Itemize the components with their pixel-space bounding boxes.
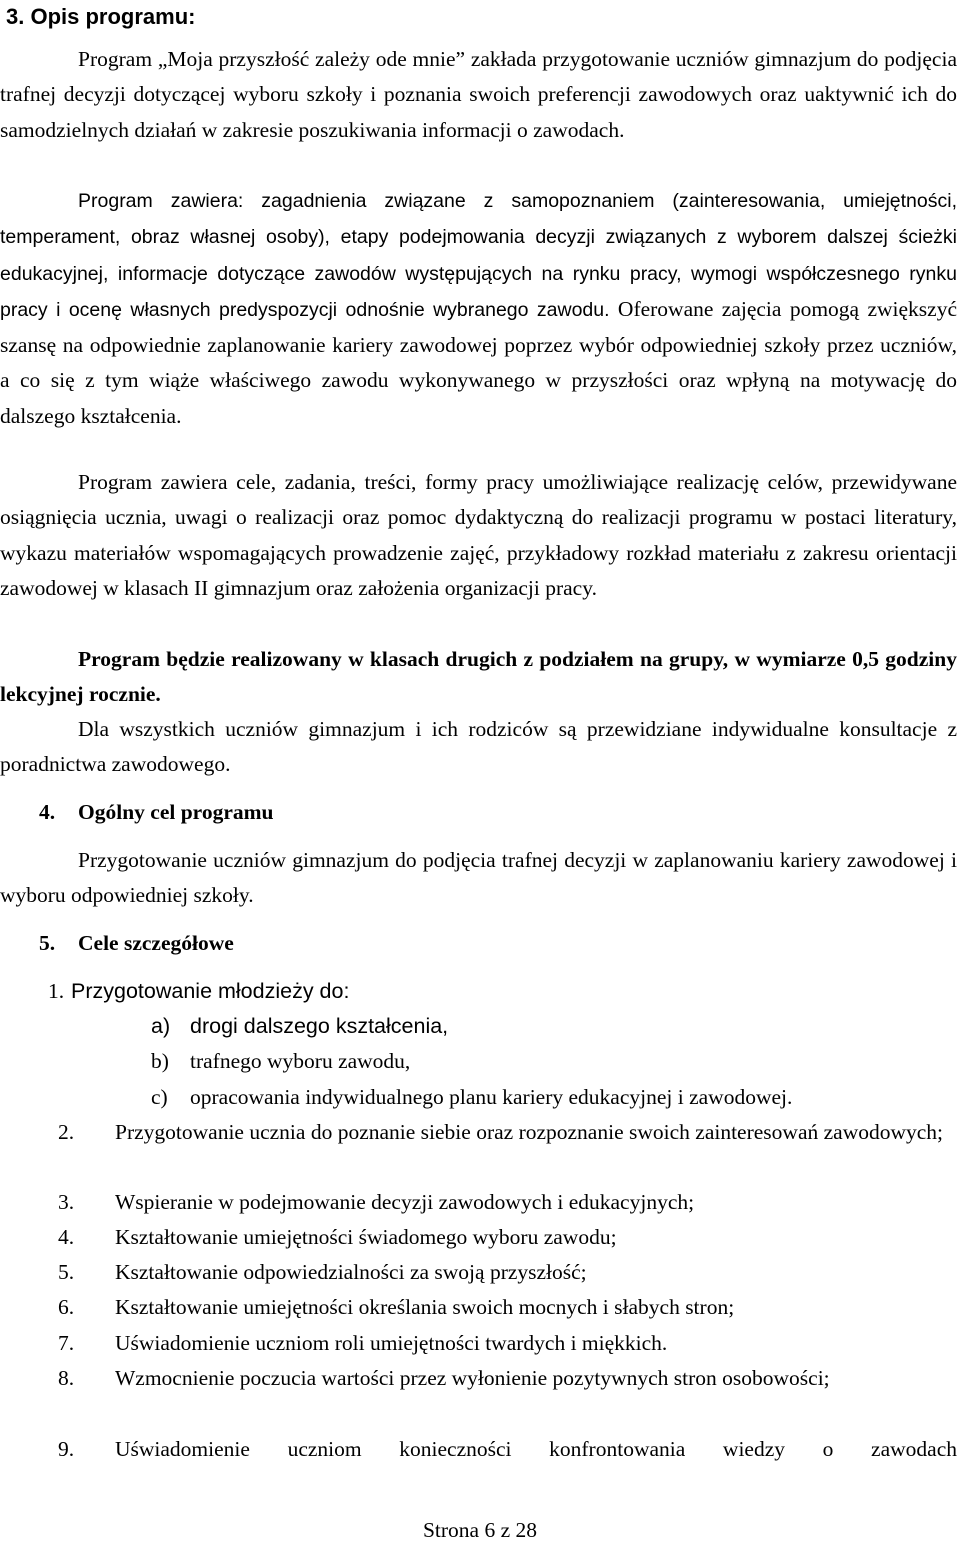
list-item-4-text: Kształtowanie umiejętności świadomego wyboru zawodu; xyxy=(115,1225,617,1249)
list-item-2-text: Przygotowanie ucznia do poznanie siebie oraz rozpoznanie swoich zainteresowań zawodowych; xyxy=(115,1120,944,1144)
list-item-7-text: Uświadomienie uczniom roli umiejętności twardych i miękkich. xyxy=(115,1331,668,1355)
sub-item-b-text: trafnego wyboru zawodu, xyxy=(190,1049,411,1073)
paragraph-program-contents xyxy=(0,183,957,434)
paragraph-program-elements: Program zawiera cele, zadania, treści, formy pracy umożliwiające realizację celów, przewidywane osiągnięcia ucznia, uwagi o realizacji oraz pomoc dydaktyczną do realizacji programu w postaci literatury, wykazu materiałów wspomagających prowadzenie zajęć, przykładowy rozkład materiału z zakresu orientacji zawodowej w klasach II gimnazjum oraz założenia organizacji pracy. xyxy=(0,470,957,600)
list-item-5-text: Kształtowanie odpowiedzialności za swoją przyszłość; xyxy=(115,1260,587,1284)
paragraph-general-goal: Przygotowanie uczniów gimnazjum do podjęcia trafnej decyzji w zaplanowaniu kariery zawodowej i wyboru odpowiedniej szkoły. xyxy=(0,848,957,908)
sub-item-a-text: drogi dalszego kształcenia, xyxy=(190,1014,449,1038)
list-item-3-text: Wspieranie w podejmowanie decyzji zawodowych i edukacyjnych; xyxy=(115,1190,695,1214)
list-item-7-number: 7. xyxy=(58,1331,75,1355)
list-item-5-number: 5. xyxy=(58,1260,75,1284)
section-5-heading: Cele szczegółowe xyxy=(78,931,234,955)
list-item-9-number: 9. xyxy=(58,1437,75,1461)
list-item-8-text: Wzmocnienie poczucia wartości przez wyłonienie pozytywnych stron osobowości; xyxy=(115,1366,830,1390)
list-item-1-number: 1. xyxy=(48,979,65,1003)
paragraph-consultations: Dla wszystkich uczniów gimnazjum i ich rodziców są przewidziane indywidualne konsultacje z poradnictwa zawodowego. xyxy=(0,717,957,777)
section-3-heading: 3. Opis programu: xyxy=(6,4,196,29)
list-item-3-number: 3. xyxy=(58,1190,75,1214)
program-benefits-text: Oferowane zajęcia pomogą zwiększyć szansę na odpowiednie zaplanowanie kariery zawodowej poprzez wybór odpowiedniej szkoły przez uczniów, a co się z tym wiąże właściwego zawodu wykonywanego w przyszłości oraz wpłyną na motywację do dalszego kształcenia. xyxy=(0,296,957,428)
paragraph-intro: Program „Moja przyszłość zależy ode mnie” zakłada przygotowanie uczniów gimnazjum do podjęcia trafnej decyzji dotyczącej wyboru szkoły i poznania swoich preferencji zawodowych oraz uaktywnić ich do samodzielnych działań w zakresie poszukiwania informacji o zawodach. xyxy=(0,47,957,142)
program-contents-text: Program zawiera: zagadnienia związane z samopoznaniem (zainteresowania, umiejętności, temperament, obraz własnej osoby), etapy podejmowania decyzji związanych z wyborem dalszej ścieżki edukacyjnej, informacje dotyczące zawodów występujących na rynku pracy, wymogi współczesnego rynku pracy i ocenę własnych predyspozycji odnośnie wybranego zawodu. xyxy=(0,190,957,321)
list-item-4-number: 4. xyxy=(58,1225,75,1249)
list-item-6-text: Kształtowanie umiejętności określania swoich mocnych i słabych stron; xyxy=(115,1295,735,1319)
section-4-number: 4. xyxy=(39,800,56,824)
sub-item-a-letter: a) xyxy=(151,1014,171,1038)
sub-item-c-letter: c) xyxy=(151,1085,168,1109)
list-item-6-number: 6. xyxy=(58,1295,75,1319)
list-item-9-text: Uświadomienie uczniom konieczności konfrontowania wiedzy o zawodach xyxy=(115,1437,957,1461)
list-item-1-text: Przygotowanie młodzieży do: xyxy=(71,979,350,1003)
sub-item-b-letter: b) xyxy=(151,1049,169,1073)
page-number-footer: Strona 6 z 28 xyxy=(422,1518,538,1542)
list-item-8-number: 8. xyxy=(58,1366,75,1390)
list-item-2-number: 2. xyxy=(58,1120,75,1144)
section-5-number: 5. xyxy=(39,931,56,955)
sub-item-c-text: opracowania indywidualnego planu kariery edukacyjnej i zawodowej. xyxy=(190,1085,793,1109)
section-4-heading: Ogólny cel programu xyxy=(78,800,274,824)
paragraph-program-schedule: Program będzie realizowany w klasach drugich z podziałem na grupy, w wymiarze 0,5 godziny lekcyjnej rocznie. xyxy=(0,647,957,707)
